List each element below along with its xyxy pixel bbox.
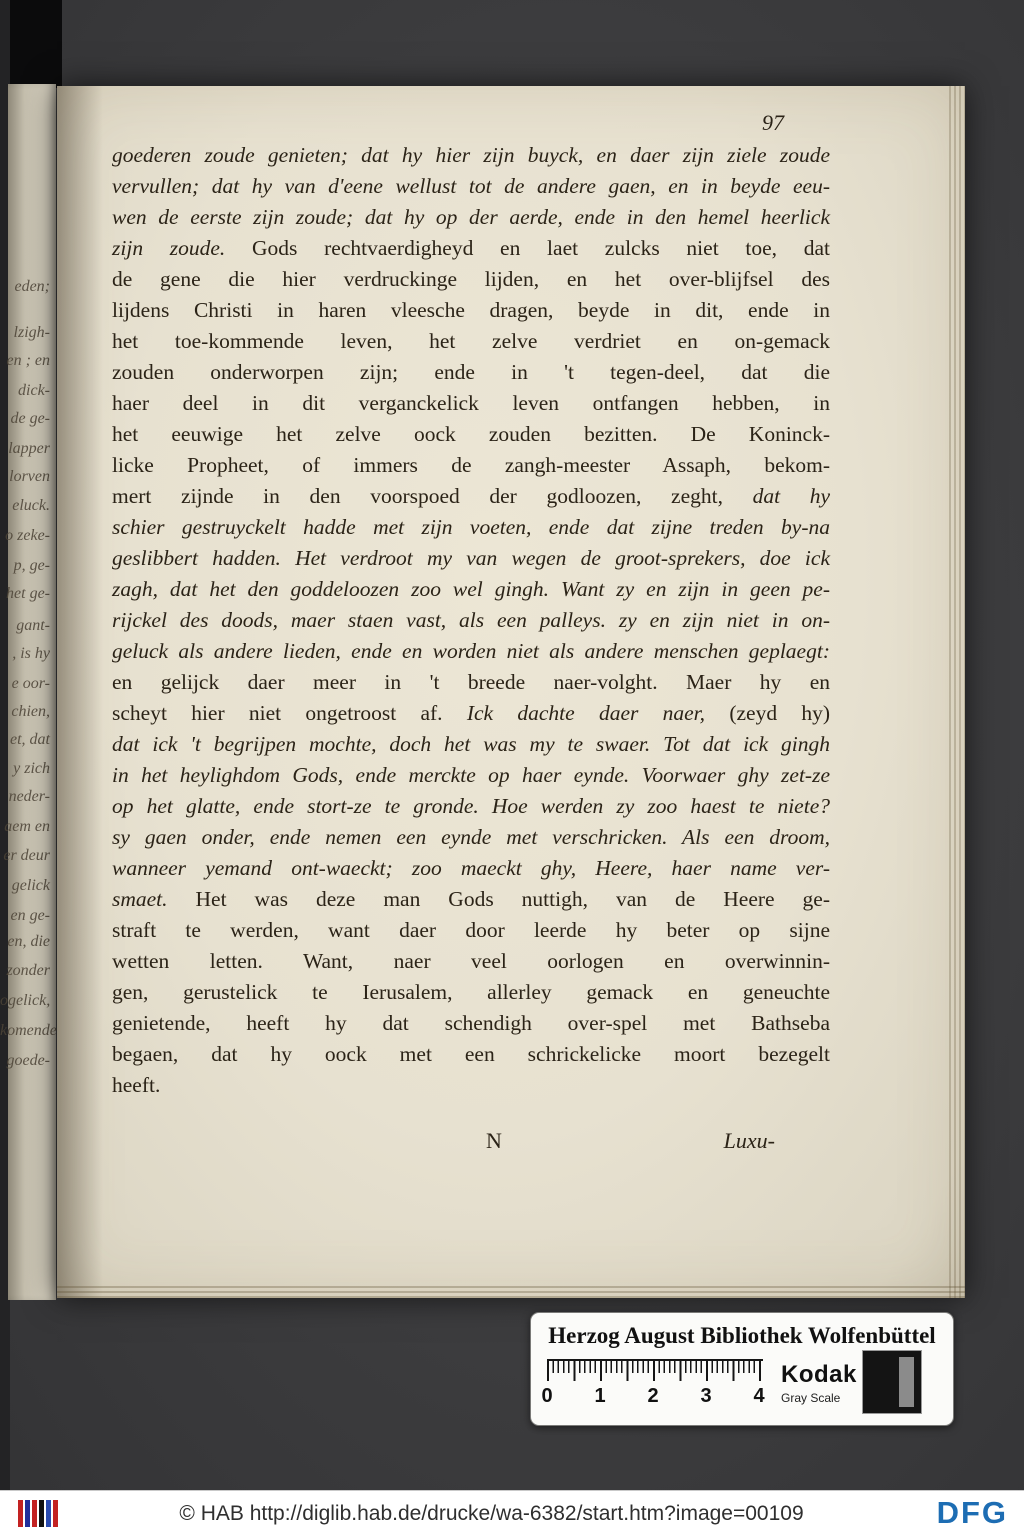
text-line: rijckel des doods, maer staen vast, als een palleys. zy en zijn niet in on-: [112, 608, 830, 632]
margin-fragment: lapper: [8, 440, 50, 457]
margin-fragment: et, dat: [10, 731, 50, 748]
gray-scale-patch-inner: [899, 1357, 914, 1407]
text-line: geslibbert hadden. Het verdroot my van wegen de groot-sprekers, doe ick: [112, 546, 830, 570]
copyright-url-text: © HAB http://diglib.hab.de/drucke/wa-6382/start.htm?image=00109: [179, 1502, 804, 1525]
text-line: wen de eerste zijn zoude; dat hy op der aerde, ende in den hemel heerlick: [112, 205, 830, 229]
margin-fragment: de ge-: [10, 410, 50, 427]
text-line: het toe-kommende leven, het zelve verdriet en on-gemack: [112, 329, 830, 353]
text-line: mert zijnde in den voorspoed der godloozen, zeght, dat hy: [112, 484, 830, 508]
margin-fragment: chien,: [11, 703, 50, 720]
signature-mark: N: [486, 1128, 502, 1153]
text-line: schier gestruyckelt hadde met zijn voeten, ende dat zijne treden by-na: [112, 515, 830, 539]
scale-number: 0: [541, 1385, 553, 1407]
text-line: en gelijck daer meer in 't breede naer-volght. Maer hy en: [112, 670, 830, 694]
text-line: smaet. Het was deze man Gods nuttigh, van de Heere ge-: [112, 887, 830, 911]
text-line: het eeuwige het zelve oock zouden bezitten. De Koninck-: [112, 422, 830, 446]
text-line: sy gaen onder, ende nemen een eynde met verschricken. Als een droom,: [112, 825, 830, 849]
scale-number: 3: [700, 1385, 712, 1407]
text-line: zijn zoude. Gods rechtvaerdigheyd en laet zulcks niet toe, dat: [112, 236, 830, 260]
margin-fragment: komende: [0, 1022, 57, 1039]
margin-fragment: neder-: [8, 788, 50, 805]
text-line: begaen, dat hy oock met een schrickelicke moort bezegelt: [112, 1042, 830, 1066]
gray-scale-patch: [863, 1351, 921, 1413]
footer-bar: [0, 1490, 1024, 1537]
dfg-logo: DFG: [936, 1495, 1008, 1530]
margin-fragment: goede-: [6, 1052, 50, 1069]
text-line: zouden onderworpen zijn; ende in 't tegen-deel, dat die: [112, 360, 830, 384]
margin-fragment: eden;: [14, 278, 50, 295]
text-line: haer deel in dit verganckelick leven ontfangen hebben, in: [112, 391, 830, 415]
margin-fragment: dick-: [18, 382, 50, 399]
kodak-grayscale-label: [530, 1312, 954, 1426]
scale-number: 1: [594, 1385, 606, 1407]
margin-fragment: e oor-: [11, 675, 50, 692]
margin-fragment: lzigh-: [13, 324, 50, 341]
signature-row: [112, 1128, 830, 1159]
margin-fragment: er deur: [3, 847, 50, 864]
margin-fragment: , is hy: [12, 645, 50, 662]
text-line: heeft.: [112, 1073, 161, 1097]
margin-fragment: o zeke-: [5, 527, 50, 544]
margin-fragment: gelick: [11, 877, 50, 894]
book-page: [57, 86, 965, 1298]
ruler-minor-ticks: [547, 1361, 761, 1373]
text-line: wanneer yemand ont-waeckt; zoo maeckt ghy, Heere, haer name ver-: [112, 856, 830, 880]
text-line: zagh, dat het den goddeloozen zoo wel gingh. Want zy en zijn in geen pe-: [112, 577, 830, 601]
text-line: wetten letten. Want, naer veel oorlogen en overwinnin-: [112, 949, 830, 973]
text-line: op het glatte, ende stort-ze te gronde. Hoe werden zy zoo haest te niete?: [112, 794, 830, 818]
margin-fragment: aem en: [4, 818, 50, 835]
margin-fragment: en ; en: [6, 352, 50, 369]
text-line: gen, gerustelick te Ierusalem, allerley gemack en geneuchte: [112, 980, 830, 1004]
text-line: scheyt hier niet ongetroost af. Ick dachte daer naer, (zeyd hy): [112, 701, 831, 725]
ruler-numbers: [541, 1385, 765, 1411]
margin-fragment: y zich: [13, 760, 50, 777]
text-line: geluck als andere lieden, ende en worden niet als andere menschen geplaegt:: [112, 639, 830, 663]
catchword: Luxu-: [723, 1128, 775, 1153]
text-line: dat ick 't begrijpen mochte, doch het was my te swaer. Tot dat ick gingh: [112, 732, 830, 756]
text-line: straft te werden, want daer door leerde hy beter op sijne: [112, 918, 830, 942]
margin-fragment: p, ge-: [13, 557, 50, 574]
text-line: vervullen; dat hy van d'eene wellust tot de andere gaen, en in beyde eeu-: [112, 174, 830, 198]
text-line: lijdens Christi in haren vleesche dragen, beyde in dit, ende in: [112, 298, 830, 322]
text-line: de gene die hier verdruckinge lijden, en het over-blijfsel des: [112, 267, 830, 291]
library-label-title: Herzog August Bibliothek Wolfenbüttel: [548, 1323, 936, 1348]
page-number: 97: [762, 110, 784, 135]
opposite-page-edge: [8, 84, 56, 1300]
margin-fragment: zonder: [6, 962, 50, 979]
text-line: in het heylighdom Gods, ende merckte op haer eynde. Voorwaer ghy zet-ze: [112, 763, 830, 787]
margin-fragment: lorven: [9, 468, 50, 485]
text-line: genietende, heeft hy dat schendigh over-spel met Bathseba: [112, 1011, 830, 1035]
margin-fragment: het ge-: [6, 585, 50, 602]
margin-fragment: eluck.: [12, 497, 50, 514]
ruler: [541, 1359, 773, 1415]
margin-fragment: gant-: [16, 617, 50, 634]
gray-scale-label: Gray Scale: [781, 1391, 841, 1405]
scale-number: 4: [753, 1385, 765, 1407]
scale-number: 2: [647, 1385, 659, 1407]
margin-fragment: en, die: [7, 933, 50, 950]
hab-logo-icon: [18, 1500, 60, 1527]
kodak-wordmark: Kodak: [781, 1361, 857, 1388]
margin-fragment: en ge-: [10, 907, 50, 924]
text-line: licke Propheet, of immers de zangh-meester Assaph, bekom-: [112, 453, 830, 477]
text-line: goederen zoude genieten; dat hy hier zijn buyck, en daer zijn ziele zoude: [112, 143, 830, 167]
page-stack-edge: [57, 1286, 965, 1298]
margin-fragment: ogelick,: [0, 992, 51, 1009]
page-text-block: [112, 140, 830, 1101]
